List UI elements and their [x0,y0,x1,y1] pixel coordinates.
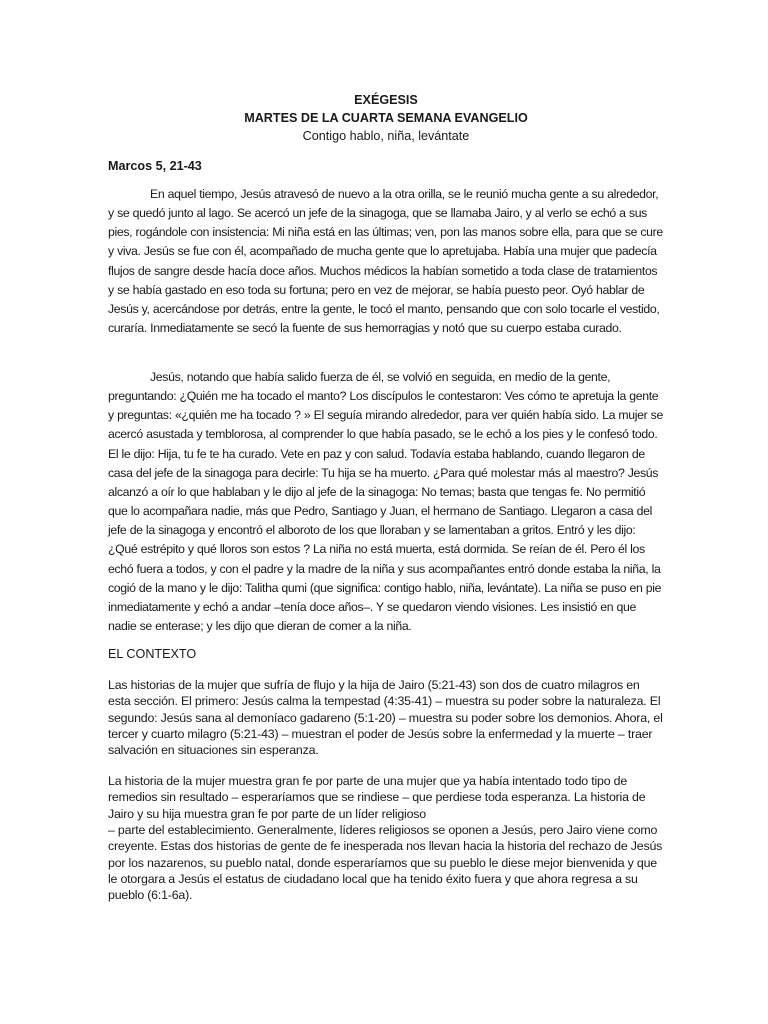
document-tagline: Contigo hablo, niña, levántate [302,129,470,143]
context-paragraph-2 [108,773,664,904]
context-paragraph-2-part-2: – parte del establecimiento. Generalmente, líderes religiosos se oponen a Jesús, pero Jairo viene como creyente. Estas dos historias de gente de fe inesperada nos llevan hacia la historia del rechazo de Jesús por los nazarenos, su pueblo natal, donde esperaríamos que su pueblo le diese mejor bienvenida y que le otorgara a Jesús el estatus de ciudadano local que ha tenido éxito fuera y que ahora regresa a su pueblo (6:1-6a). [108,823,663,903]
scripture-reference: Marcos 5, 21-43 [108,159,202,173]
section-title-context: EL CONTEXTO [108,647,197,661]
document-subtitle: MARTES DE LA CUARTA SEMANA EVANGELIO [244,111,528,125]
document-title: EXÉGESIS [354,93,418,107]
gospel-paragraph-1: En aquel tiempo, Jesús atravesó de nuevo a la otra orilla, se le reunió mucha gente a su alrededor, y se quedó junto al lago. Se acercó un jefe de la sinagoga, que se llamaba Jairo, y al verlo se echó a sus pies, rogándole con insistencia: Mi niña está en las últimas; ven, pon las manos sobre ella, para que se cure y viva. Jesús se fue con él, acompañado de mucha gente que lo apretujaba. Había una mujer que padecía flujos de sangre desde hacía doce años. Muchos médicos la habían sometido a toda clase de tratamientos y se había gastado en eso toda su fortuna; pero en vez de mejorar, se había puesto peor. Oyó hablar de Jesús y, acercándose por detrás, entre la gente, le tocó el manto, pensando que con solo tocarle el vestido, curaría. Inmediatamente se secó la fuente de sus hemorragias y notó que su cuerpo estaba curado. [108,187,663,336]
context-paragraph-2-part-1: La historia de la mujer muestra gran fe por parte de una mujer que ya había intentado todo tipo de remedios sin resultado – esperaríamos que se rindiese – que perdiese toda esperanza. La historia de Jairo y su hija muestra gran fe por parte de un líder religioso [108,774,646,821]
gospel-paragraph-2: Jesús, notando que había salido fuerza de él, se volvió en seguida, en medio de la gente, preguntando: ¿Quién me ha tocado el manto? Los discípulos le contestaron: Ves cómo te apretuja la gente y preguntas: «¿quién me ha tocado ? » El seguía mirando alrededor, para ver quién había sido. La mujer se acercó asustada y temblorosa, al comprender lo que había pasado, se le echó a los pies y le confesó todo. El le dijo: Hija, tu fe te ha curado. Vete en paz y con salud. Todavía estaba hablando, cuando llegaron de casa del jefe de la sinagoga para decirle: Tu hija se ha muerto. ¿Para qué molestar más al maestro? Jesús alcanzó a oír lo que hablaban y le dijo al jefe de la sinagoga: No temas; basta que tengas fe. No permitió que lo acompañara nadie, más que Pedro, Santiago y Juan, el hermano de Santiago. Llegaron a casa del jefe de la sinagoga y encontró el alboroto de los que lloraban y se lamentaban a gritos. Entró y les dijo: ¿Qué estrépito y qué lloros son estos ? La niña no está muerta, está dormida. Se reían de él. Pero él los echó fuera a todos, y con el padre y la madre de la niña y sus acompañantes entró donde estaba la niña, la cogió de la mano y le dijo: Talitha qumi (que significa: contigo hablo, niña, levántate). La niña se puso en pie inmediatamente y echó a andar –tenía doce años–. Y se quedaron viendo visiones. Les insistió en que nadie se enterase; y les dijo que dieran de comer a la niña. [108,370,663,634]
context-paragraph-1: Las historias de la mujer que sufría de flujo y la hija de Jairo (5:21-43) son dos de cuatro milagros en esta sección. El primero: Jesús calma la tempestad (4:35-41) – muestra su poder sobre la naturaleza. El segundo: Jesús sana al demoníaco gadareno (5:1-20) – muestra su poder sobre los demonios. Ahora, el tercer y cuarto milagro (5:21-43) – muestran el poder de Jesús sobre la enfermedad y la muerte – traer salvación en situaciones sin esperanza. [108,678,663,758]
